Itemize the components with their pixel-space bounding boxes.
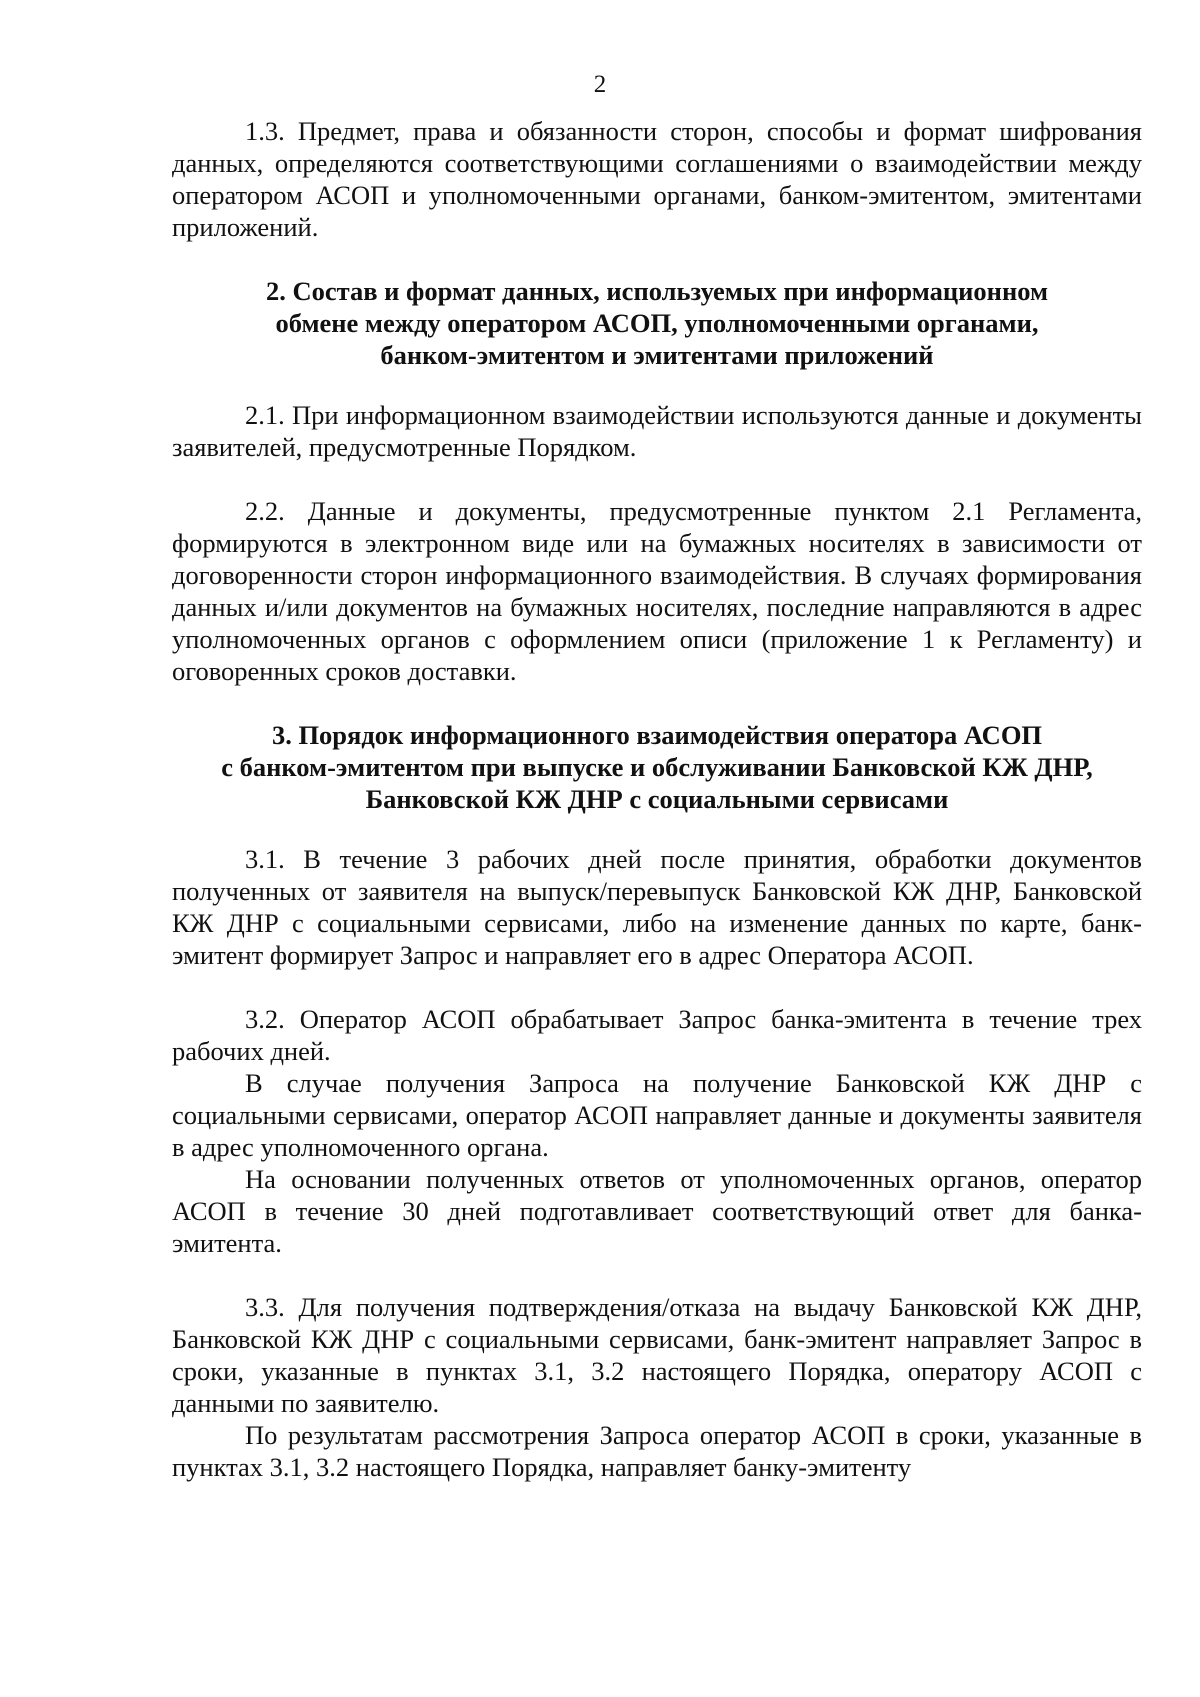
section-3-heading-line: 3. Порядок информационного взаимодействия оператора АСОП <box>271 720 1043 750</box>
paragraph-3-2-answer: На основании полученных ответов от уполномоченных органов, оператор АСОП в течение 30 дней подготавливает соответствующий ответ для банка-эмитента. <box>172 1164 1142 1258</box>
paragraph-2-1: 2.1. При информационном взаимодействии используются данные и документы заявителей, предусмотренные Порядком. <box>172 400 1142 462</box>
paragraph-3-3: 3.3. Для получения подтверждения/отказа на выдачу Банковской КЖ ДНР, Банковской КЖ ДНР с социальными сервисами, банк-эмитент направляет Запрос в сроки, указанные в пунктах 3.1, 3.2 настоящего Порядка, оператору АСОП с данными по заявителю. <box>172 1292 1142 1418</box>
paragraph-1-3: 1.3. Предмет, права и обязанности сторон, способы и формат шифрования данных, определяются соответствующими соглашениями о взаимодействии между оператором АСОП и уполномоченными органами, банком-эмитентом, эмитентами приложений. <box>172 116 1142 242</box>
page-number: 2 <box>593 71 607 98</box>
paragraph-3-1: 3.1. В течение 3 рабочих дней после принятия, обработки документов полученных от заявителя на выпуск/перевыпуск Банковской КЖ ДНР, Банковской КЖ ДНР с социальными сервисами, либо на изменение данных по карте, банк-эмитент формирует Запрос и направляет его в адрес Оператора АСОП. <box>172 844 1142 970</box>
paragraph-3-2: 3.2. Оператор АСОП обрабатывает Запрос банка-эмитента в течение трех рабочих дней. <box>172 1004 1142 1066</box>
section-2-heading-line: обмене между оператором АСОП, уполномоченными органами, <box>275 308 1039 338</box>
section-2-heading-line: банком-эмитентом и эмитентами приложений <box>380 340 934 370</box>
paragraph-3-3-result: По результатам рассмотрения Запроса оператор АСОП в сроки, указанные в пунктах 3.1, 3.2 настоящего Порядка, направляет банку-эмитенту <box>172 1420 1142 1482</box>
section-2-heading-line: 2. Состав и формат данных, используемых при информационном <box>265 276 1049 306</box>
section-3-heading <box>172 719 1142 815</box>
section-3-heading-line: Банковской КЖ ДНР с социальными сервисами <box>365 784 949 814</box>
section-2-heading <box>172 275 1142 371</box>
section-3-heading-line: с банком-эмитентом при выпуске и обслуживании Банковской КЖ ДНР, <box>221 752 1093 782</box>
paragraph-2-2: 2.2. Данные и документы, предусмотренные пунктом 2.1 Регламента, формируются в электронном виде или на бумажных носителях в зависимости от договоренности сторон информационного взаимодействия. В случаях формирования данных и/или документов на бумажных носителях, последние направляются в адрес уполномоченных органов с оформлением описи (приложение 1 к Регламенту) и оговоренных сроков доставки. <box>172 496 1142 686</box>
paragraph-3-2-case: В случае получения Запроса на получение Банковской КЖ ДНР с социальными сервисами, оператор АСОП направляет данные и документы заявителя в адрес уполномоченного органа. <box>172 1068 1142 1162</box>
document-body <box>172 115 1142 1483</box>
